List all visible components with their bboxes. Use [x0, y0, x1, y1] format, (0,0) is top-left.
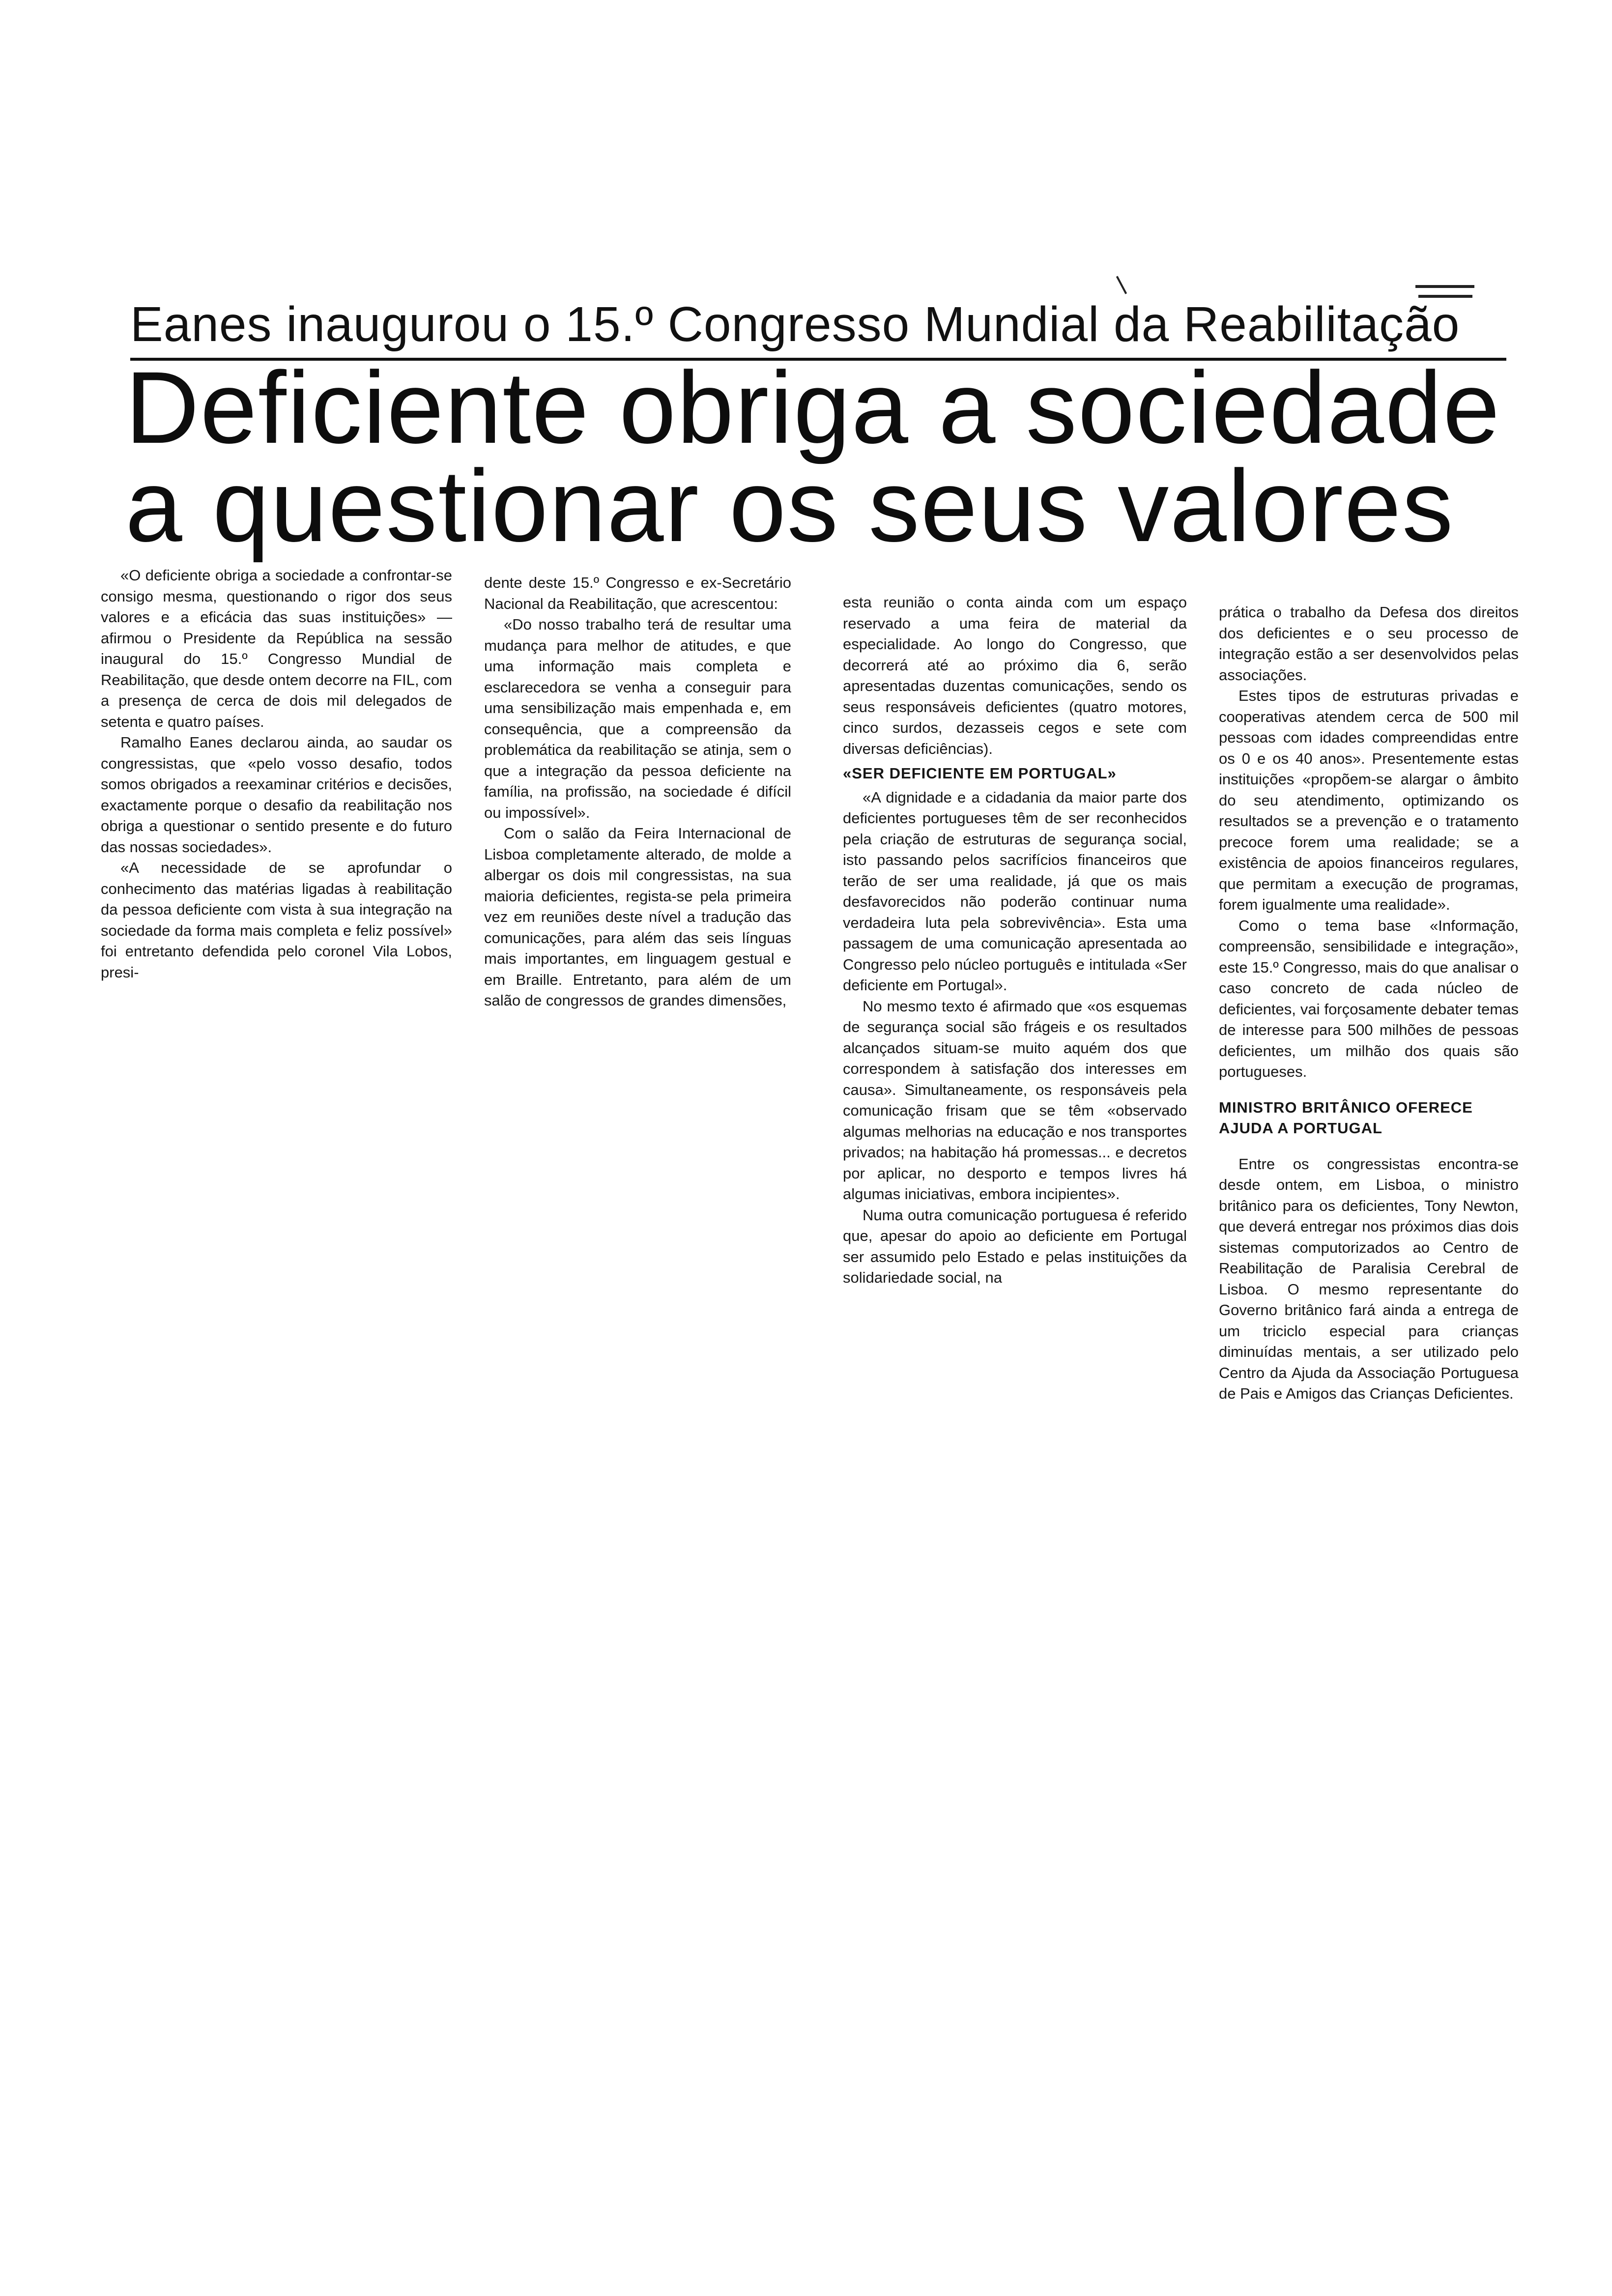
scan-mark [1116, 276, 1127, 294]
headline-line-1: Deficiente obriga a sociedade [125, 351, 1501, 465]
paragraph: Estes tipos de estruturas privadas e cooperativas atendem cerca de 500 mil pessoas com idades compreendidas entre os 0 e os 40 anos». Presentemente estas instituições «propõem-se alargar o âmbito do seu atendimento, optimizando os resultados se a prevenção e o tratamento precoce forem uma realidade; se a existência de apoios financeiros regulares, que permitam a execução de programas, forem igualmente uma realidade». [1219, 687, 1519, 913]
paragraph: Como o tema base «Informação, compreensão, sensibilidade e integração», este 15.º Congresso, mais do que analisar o caso concreto de cada núcleo de deficientes, vai forçosamente debater temas de interesse para 500 milhões de pessoas deficientes, um milhão dos quais são portugueses. [1219, 917, 1519, 1080]
paragraph: Numa outra comunicação portuguesa é referido que, apesar do apoio ao deficiente em Portugal ser assumido pelo Estado e pelas instituições da solidariedade social, na [843, 1206, 1187, 1286]
paragraph: dente deste 15.º Congresso e ex-Secretário Nacional da Reabilitação, que acrescentou: [484, 574, 791, 612]
section-subhead: «SER DEFICIENTE EM PORTUGAL» [843, 765, 1117, 782]
scan-mark [1415, 285, 1474, 288]
article-kicker: Eanes inaugurou o 15.º Congresso Mundial da Reabilitação [130, 297, 1460, 352]
article-column-3 [843, 592, 1187, 1289]
article-column-1 [101, 565, 452, 983]
paragraph: Com o salão da Feira Internacional de Lisboa completamente alterado, de molde a albergar os dois mil congressistas, na sua maioria deficientes, regista-se pela primeira vez em reuniões deste nível a tradução das comunicações, para além das seis línguas mais importantes, em linguagem gestual e em Braille. Entretanto, para além de um salão de congressos de grandes dimensões, [484, 825, 791, 1009]
paragraph: esta reunião o conta ainda com um espaço reservado a uma feira de material da especialidade. Ao longo do Congresso, que decorrerá até ao próximo dia 6, serão apresentadas duzentas comunicações, sendo os seus responsáveis deficientes (quatro motores, cinco surdos, dezasseis cegos e sete com diversas deficiências). [843, 594, 1187, 757]
paragraph: Ramalho Eanes declarou ainda, ao saudar os congressistas, que «pelo vosso desafio, todos somos obrigados a reexaminar critérios e decisões, exactamente porque o desafio da reabilitação nos obriga a questionar o sentido presente e do futuro das nossas sociedades». [101, 734, 452, 856]
paragraph: No mesmo texto é afirmado que «os esquemas de segurança social são frágeis e os resultados alcançados situam-se muito aquém dos que correspondem à satisfação dos interesses em causa». Simultaneamente, os responsáveis pela comunicação frisam que se têm «observado algumas melhorias na educação e nos transportes privados; na habitação há promessas... e decretos por aplicar, no desporto e tempos livres há algumas iniciativas, embora incipientes». [843, 997, 1187, 1203]
article-column-2 [484, 573, 791, 1011]
section-subhead: MINISTRO BRITÂNICO OFERECE AJUDA A PORTUGAL [1219, 1098, 1473, 1137]
paragraph: «A dignidade e a cidadania da maior parte dos deficientes portugueses têm de ser reconhecidos pela criação de estruturas de segurança social, isto passando pelos sacrifícios financeiros que terão de ser uma realidade, já que os mais desfavorecidos não poderão continuar numa verdadeira luta pela sobrevivência». Esta uma passagem de uma comunicação apresentada ao Congresso pelo núcleo português e intitulada «Ser deficiente em Portugal». [843, 788, 1187, 994]
headline-line-2: a questionar os seus valores [125, 449, 1454, 563]
paragraph: «O deficiente obriga a sociedade a confrontar-se consigo mesma, questionando o rigor dos seus valores e a eficácia das suas instituições» — afirmou o Presidente da República na sessão inaugural do 15.º Congresso Mundial de Reabilitação, que desde ontem decorre na FIL, com a presença de cerca de dois mil delegados de setenta e quatro países. [101, 567, 452, 730]
article-column-4 [1219, 602, 1519, 1405]
paragraph: prática o trabalho da Defesa dos direitos dos deficientes e o seu processo de integração estão a ser desenvolvidos pelas associações. [1219, 603, 1519, 684]
paragraph: Entre os congressistas encontra-se desde ontem, em Lisboa, o ministro britânico para os deficientes, Tony Newton, que deverá entregar nos próximos dias dois sistemas computorizados ao Centro de Reabilitação de Paralisia Cerebral de Lisboa. O mesmo representante do Governo britânico fará ainda a entrega de um triciclo especial para crianças diminuídas mentais, a ser utilizado pelo Centro da Ajuda da Associação Portuguesa de Pais e Amigos das Crianças Deficientes. [1219, 1155, 1519, 1402]
paragraph: «Do nosso trabalho terá de resultar uma mudança para melhor de atitudes, e que uma informação mais completa e esclarecedora se venha a conseguir para uma sensibilização mais empenhada e, em consequência, que a compreensão da problemática da reabilitação se atinja, sem o que a integração da pessoa deficiente na família, na profissão, na sociedade é difícil ou impossível». [484, 616, 791, 821]
article-headline [125, 351, 1531, 563]
paragraph: «A necessidade de se aprofundar o conhecimento das matérias ligadas à reabilitação da pessoa deficiente com vista à sua integração na sociedade da forma mais completa e feliz possível» foi entretanto defendida pelo coronel Vila Lobos, presi- [101, 859, 452, 981]
